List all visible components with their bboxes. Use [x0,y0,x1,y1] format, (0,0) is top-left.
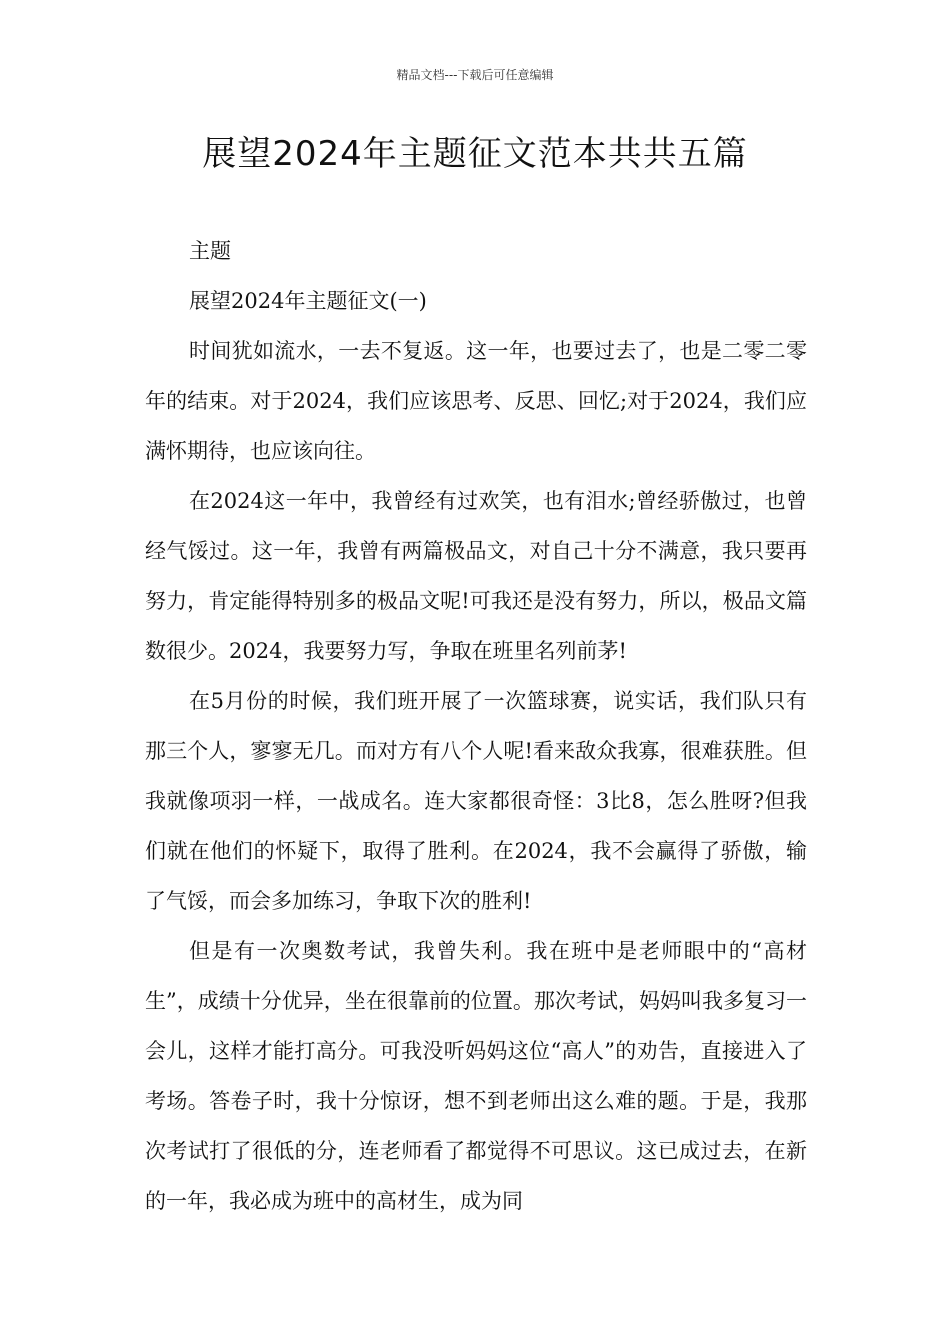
paragraph: 时间犹如流水，一去不复返。这一年，也要过去了，也是二零二零年的结束。对于2024，我们应该思考、反思、回忆;对于2024，我们应满怀期待，也应该向往。 [145,339,807,463]
paragraph: 在2024这一年中，我曾经有过欢笑，也有泪水;曾经骄傲过，也曾经气馁过。这一年，我曾有两篇极品文，对自己十分不满意，我只要再努力，肯定能得特别多的极品文呢!可我还是没有努力，所以，极品文篇数很少。2024，我要努力写，争取在班里名列前茅! [145,489,807,663]
header-note: 精品文档---下载后可任意编辑 [396,68,554,82]
paragraph: 但是有一次奥数考试，我曾失利。我在班中是老师眼中的“高材生”，成绩十分优异，坐在很靠前的位置。那次考试，妈妈叫我多复习一会儿，这样才能打高分。可我没听妈妈这位“高人”的劝告，直接进入了考场。答卷子时，我十分惊讶，想不到老师出这么难的题。于是，我那次考试打了很低的分，连老师看了都觉得不可思议。这已成过去，在新的一年，我必成为班中的高材生，成为同 [145,939,807,1213]
document-body [145,226,807,1226]
document-title: 展望2024年主题征文范本共共五篇 [202,134,748,174]
paragraph: 在5月份的时候，我们班开展了一次篮球赛，说实话，我们队只有那三个人，寥寥无几。而对方有八个人呢!看来敌众我寡，很难获胜。但我就像项羽一样，一战成名。连大家都很奇怪：3比8，怎么胜呀?但我们就在他们的怀疑下，取得了胜利。在2024，我不会赢得了骄傲，输了气馁，而会多加练习，争取下次的胜利! [145,689,807,913]
paragraph-subtitle: 展望2024年主题征文(一) [189,289,427,313]
paragraph-topic-label: 主题 [189,239,231,263]
